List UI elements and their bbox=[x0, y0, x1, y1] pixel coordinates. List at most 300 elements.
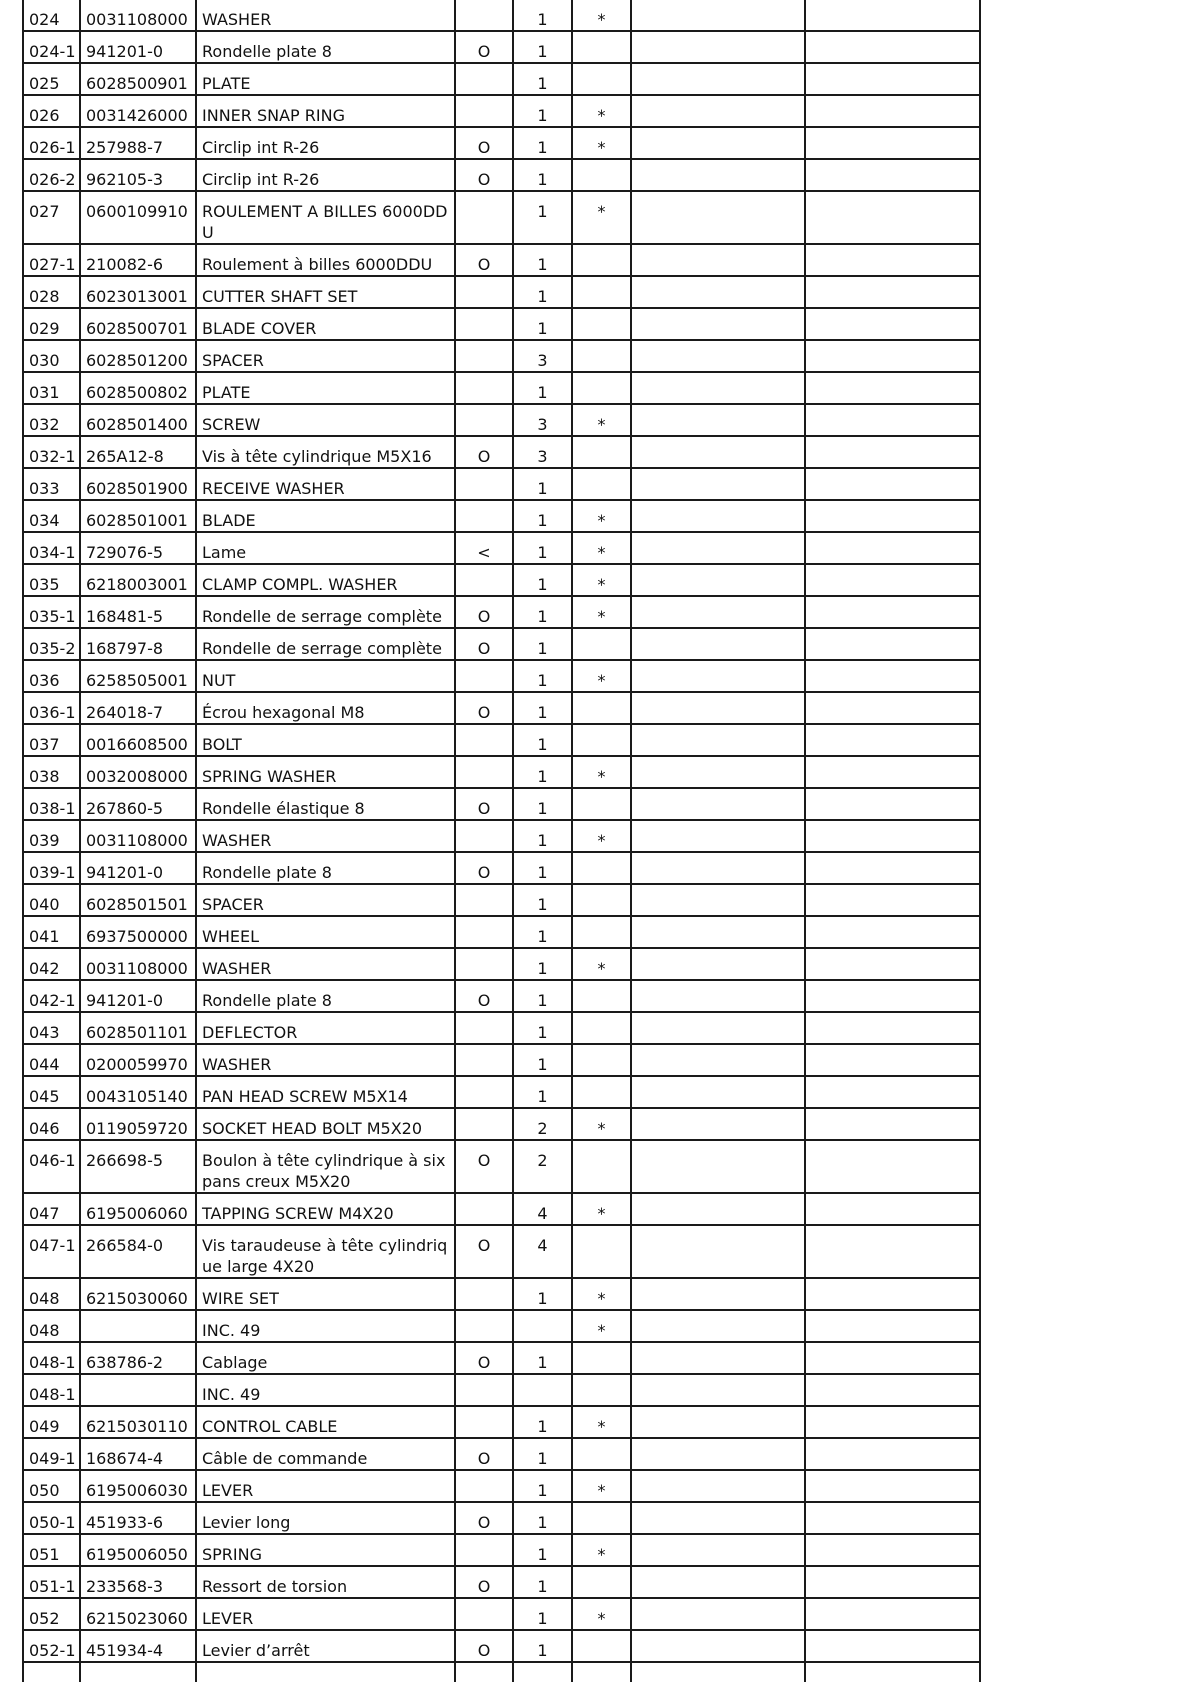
table-row bbox=[23, 788, 980, 820]
item-number-cell: 048 bbox=[23, 1310, 80, 1342]
description-cell: Circlip int R-26 bbox=[196, 159, 455, 191]
blank-cell-a bbox=[631, 1225, 805, 1278]
continuation-cell bbox=[805, 1662, 980, 1682]
quantity-cell: 1 bbox=[513, 159, 572, 191]
blank-cell-a bbox=[631, 532, 805, 564]
description-cell: SPRING bbox=[196, 1534, 455, 1566]
item-number-cell: 035-1 bbox=[23, 596, 80, 628]
blank-cell-a bbox=[631, 820, 805, 852]
blank-cell-b bbox=[805, 1406, 980, 1438]
description-cell: BOLT bbox=[196, 724, 455, 756]
blank-cell-b bbox=[805, 724, 980, 756]
table-row bbox=[23, 63, 980, 95]
note-mark-cell: * bbox=[572, 1534, 631, 1566]
table-row bbox=[23, 1012, 980, 1044]
option-mark-cell bbox=[455, 372, 513, 404]
blank-cell-b bbox=[805, 564, 980, 596]
option-mark-cell bbox=[455, 468, 513, 500]
part-number-cell: 0032008000 bbox=[80, 756, 196, 788]
table-row bbox=[23, 468, 980, 500]
table-row bbox=[23, 1108, 980, 1140]
quantity-cell: 1 bbox=[513, 31, 572, 63]
part-number-cell: 264018-7 bbox=[80, 692, 196, 724]
note-mark-cell: * bbox=[572, 1310, 631, 1342]
option-mark-cell bbox=[455, 0, 513, 31]
item-number-cell: 039-1 bbox=[23, 852, 80, 884]
note-mark-cell: * bbox=[572, 660, 631, 692]
blank-cell-a bbox=[631, 372, 805, 404]
part-number-cell: 0119059720 bbox=[80, 1108, 196, 1140]
item-number-cell: 049-1 bbox=[23, 1438, 80, 1470]
continuation-cell bbox=[513, 1662, 572, 1682]
description-cell: Rondelle plate 8 bbox=[196, 980, 455, 1012]
item-number-cell: 033 bbox=[23, 468, 80, 500]
blank-cell-b bbox=[805, 468, 980, 500]
quantity-cell: 1 bbox=[513, 596, 572, 628]
item-number-cell: 047 bbox=[23, 1193, 80, 1225]
blank-cell-b bbox=[805, 1438, 980, 1470]
note-mark-cell bbox=[572, 980, 631, 1012]
blank-cell-b bbox=[805, 159, 980, 191]
note-mark-cell bbox=[572, 468, 631, 500]
item-number-cell: 039 bbox=[23, 820, 80, 852]
table-row bbox=[23, 159, 980, 191]
part-number-cell: 168797-8 bbox=[80, 628, 196, 660]
item-number-cell: 052-1 bbox=[23, 1630, 80, 1662]
description-cell: INC. 49 bbox=[196, 1310, 455, 1342]
part-number-cell: 729076-5 bbox=[80, 532, 196, 564]
item-number-cell: 044 bbox=[23, 1044, 80, 1076]
item-number-cell: 048-1 bbox=[23, 1374, 80, 1406]
note-mark-cell: * bbox=[572, 127, 631, 159]
table-row bbox=[23, 500, 980, 532]
quantity-cell: 1 bbox=[513, 692, 572, 724]
blank-cell-a bbox=[631, 1108, 805, 1140]
part-number-cell: 0031108000 bbox=[80, 948, 196, 980]
blank-cell-b bbox=[805, 532, 980, 564]
blank-cell-b bbox=[805, 1502, 980, 1534]
blank-cell-a bbox=[631, 1342, 805, 1374]
part-number-cell: 233568-3 bbox=[80, 1566, 196, 1598]
description-cell: TAPPING SCREW M4X20 bbox=[196, 1193, 455, 1225]
quantity-cell: 1 bbox=[513, 372, 572, 404]
table-row bbox=[23, 1310, 980, 1342]
quantity-cell: 1 bbox=[513, 1534, 572, 1566]
description-cell: RECEIVE WASHER bbox=[196, 468, 455, 500]
note-mark-cell bbox=[572, 1044, 631, 1076]
table-row bbox=[23, 1438, 980, 1470]
blank-cell-b bbox=[805, 63, 980, 95]
item-number-cell: 051-1 bbox=[23, 1566, 80, 1598]
blank-cell-a bbox=[631, 692, 805, 724]
item-number-cell: 042-1 bbox=[23, 980, 80, 1012]
blank-cell-a bbox=[631, 1470, 805, 1502]
quantity-cell: 1 bbox=[513, 468, 572, 500]
blank-cell-a bbox=[631, 63, 805, 95]
blank-cell-a bbox=[631, 1534, 805, 1566]
blank-cell-b bbox=[805, 31, 980, 63]
blank-cell-b bbox=[805, 191, 980, 244]
part-number-cell: 0031426000 bbox=[80, 95, 196, 127]
note-mark-cell: * bbox=[572, 404, 631, 436]
description-cell: Levier d’arrêt bbox=[196, 1630, 455, 1662]
note-mark-cell: * bbox=[572, 596, 631, 628]
option-mark-cell bbox=[455, 500, 513, 532]
option-mark-cell bbox=[455, 1012, 513, 1044]
quantity-cell bbox=[513, 1374, 572, 1406]
table-row bbox=[23, 1598, 980, 1630]
blank-cell-a bbox=[631, 276, 805, 308]
note-mark-cell bbox=[572, 1140, 631, 1193]
blank-cell-a bbox=[631, 980, 805, 1012]
blank-cell-b bbox=[805, 756, 980, 788]
table-row bbox=[23, 1044, 980, 1076]
blank-cell-b bbox=[805, 0, 980, 31]
part-number-cell: 0200059970 bbox=[80, 1044, 196, 1076]
blank-cell-a bbox=[631, 1310, 805, 1342]
item-number-cell: 052 bbox=[23, 1598, 80, 1630]
table-row bbox=[23, 1406, 980, 1438]
part-number-cell: 168481-5 bbox=[80, 596, 196, 628]
note-mark-cell: * bbox=[572, 948, 631, 980]
option-mark-cell bbox=[455, 724, 513, 756]
description-cell: PAN HEAD SCREW M5X14 bbox=[196, 1076, 455, 1108]
quantity-cell: 1 bbox=[513, 1470, 572, 1502]
note-mark-cell bbox=[572, 916, 631, 948]
part-number-cell: 0043105140 bbox=[80, 1076, 196, 1108]
blank-cell-a bbox=[631, 596, 805, 628]
description-cell: Rondelle de serrage complète bbox=[196, 628, 455, 660]
description-cell: CONTROL CABLE bbox=[196, 1406, 455, 1438]
quantity-cell: 1 bbox=[513, 884, 572, 916]
table-row-continuation bbox=[23, 1662, 980, 1682]
blank-cell-a bbox=[631, 916, 805, 948]
note-mark-cell: * bbox=[572, 1108, 631, 1140]
item-number-cell: 050 bbox=[23, 1470, 80, 1502]
part-number-cell: 210082-6 bbox=[80, 244, 196, 276]
item-number-cell: 051 bbox=[23, 1534, 80, 1566]
blank-cell-a bbox=[631, 308, 805, 340]
item-number-cell: 036-1 bbox=[23, 692, 80, 724]
item-number-cell: 038 bbox=[23, 756, 80, 788]
option-mark-cell bbox=[455, 884, 513, 916]
item-number-cell: 025 bbox=[23, 63, 80, 95]
continuation-cell bbox=[631, 1662, 805, 1682]
blank-cell-b bbox=[805, 1534, 980, 1566]
item-number-cell: 035-2 bbox=[23, 628, 80, 660]
blank-cell-b bbox=[805, 95, 980, 127]
blank-cell-b bbox=[805, 276, 980, 308]
blank-cell-b bbox=[805, 660, 980, 692]
blank-cell-b bbox=[805, 1140, 980, 1193]
item-number-cell: 030 bbox=[23, 340, 80, 372]
table-row bbox=[23, 756, 980, 788]
item-number-cell: 041 bbox=[23, 916, 80, 948]
quantity-cell: 1 bbox=[513, 244, 572, 276]
option-mark-cell bbox=[455, 276, 513, 308]
note-mark-cell bbox=[572, 436, 631, 468]
part-number-cell: 6023013001 bbox=[80, 276, 196, 308]
quantity-cell: 3 bbox=[513, 404, 572, 436]
blank-cell-b bbox=[805, 820, 980, 852]
part-number-cell: 6028501501 bbox=[80, 884, 196, 916]
description-cell: SCREW bbox=[196, 404, 455, 436]
note-mark-cell: * bbox=[572, 532, 631, 564]
item-number-cell: 048 bbox=[23, 1278, 80, 1310]
option-mark-cell bbox=[455, 820, 513, 852]
option-mark-cell bbox=[455, 1534, 513, 1566]
quantity-cell: 1 bbox=[513, 1406, 572, 1438]
note-mark-cell bbox=[572, 692, 631, 724]
blank-cell-a bbox=[631, 1044, 805, 1076]
part-number-cell: 0016608500 bbox=[80, 724, 196, 756]
description-cell: LEVER bbox=[196, 1598, 455, 1630]
description-cell: NUT bbox=[196, 660, 455, 692]
option-mark-cell bbox=[455, 660, 513, 692]
blank-cell-b bbox=[805, 628, 980, 660]
quantity-cell: 1 bbox=[513, 852, 572, 884]
table-row bbox=[23, 95, 980, 127]
quantity-cell: 1 bbox=[513, 1076, 572, 1108]
quantity-cell: 1 bbox=[513, 0, 572, 31]
blank-cell-a bbox=[631, 0, 805, 31]
table-row bbox=[23, 724, 980, 756]
option-mark-cell: O bbox=[455, 1342, 513, 1374]
note-mark-cell bbox=[572, 276, 631, 308]
description-cell: ROULEMENT A BILLES 6000DDU bbox=[196, 191, 455, 244]
option-mark-cell: O bbox=[455, 1502, 513, 1534]
blank-cell-a bbox=[631, 756, 805, 788]
part-number-cell: 266698-5 bbox=[80, 1140, 196, 1193]
blank-cell-b bbox=[805, 1598, 980, 1630]
description-cell: WASHER bbox=[196, 0, 455, 31]
table-row bbox=[23, 1374, 980, 1406]
note-mark-cell bbox=[572, 1225, 631, 1278]
blank-cell-b bbox=[805, 692, 980, 724]
continuation-cell bbox=[23, 1662, 80, 1682]
description-cell: Rondelle de serrage complète bbox=[196, 596, 455, 628]
blank-cell-a bbox=[631, 1076, 805, 1108]
table-row bbox=[23, 1140, 980, 1193]
option-mark-cell: O bbox=[455, 1140, 513, 1193]
part-number-cell bbox=[80, 1310, 196, 1342]
description-cell: WASHER bbox=[196, 820, 455, 852]
note-mark-cell bbox=[572, 1502, 631, 1534]
quantity-cell: 2 bbox=[513, 1140, 572, 1193]
quantity-cell: 1 bbox=[513, 1012, 572, 1044]
option-mark-cell bbox=[455, 916, 513, 948]
note-mark-cell: * bbox=[572, 1406, 631, 1438]
item-number-cell: 032 bbox=[23, 404, 80, 436]
blank-cell-a bbox=[631, 340, 805, 372]
table-row bbox=[23, 1534, 980, 1566]
parts-table bbox=[22, 0, 981, 1682]
description-cell: Câble de commande bbox=[196, 1438, 455, 1470]
note-mark-cell: * bbox=[572, 191, 631, 244]
table-row bbox=[23, 404, 980, 436]
note-mark-cell bbox=[572, 340, 631, 372]
item-number-cell: 026-2 bbox=[23, 159, 80, 191]
description-cell: WHEEL bbox=[196, 916, 455, 948]
quantity-cell: 1 bbox=[513, 788, 572, 820]
note-mark-cell bbox=[572, 628, 631, 660]
option-mark-cell bbox=[455, 1076, 513, 1108]
note-mark-cell bbox=[572, 159, 631, 191]
note-mark-cell bbox=[572, 1374, 631, 1406]
blank-cell-b bbox=[805, 1310, 980, 1342]
blank-cell-a bbox=[631, 948, 805, 980]
table-row bbox=[23, 948, 980, 980]
blank-cell-a bbox=[631, 1012, 805, 1044]
part-number-cell: 6215030060 bbox=[80, 1278, 196, 1310]
description-cell: SPRING WASHER bbox=[196, 756, 455, 788]
table-row bbox=[23, 596, 980, 628]
option-mark-cell bbox=[455, 948, 513, 980]
part-number-cell: 6028500901 bbox=[80, 63, 196, 95]
blank-cell-a bbox=[631, 1438, 805, 1470]
table-row bbox=[23, 0, 980, 31]
blank-cell-b bbox=[805, 948, 980, 980]
part-number-cell: 451934-4 bbox=[80, 1630, 196, 1662]
item-number-cell: 034-1 bbox=[23, 532, 80, 564]
description-cell: DEFLECTOR bbox=[196, 1012, 455, 1044]
option-mark-cell: O bbox=[455, 1225, 513, 1278]
part-number-cell: 0031108000 bbox=[80, 0, 196, 31]
blank-cell-b bbox=[805, 127, 980, 159]
blank-cell-a bbox=[631, 1278, 805, 1310]
item-number-cell: 027 bbox=[23, 191, 80, 244]
blank-cell-a bbox=[631, 1502, 805, 1534]
note-mark-cell: * bbox=[572, 1278, 631, 1310]
part-number-cell: 6258505001 bbox=[80, 660, 196, 692]
blank-cell-b bbox=[805, 1470, 980, 1502]
item-number-cell: 035 bbox=[23, 564, 80, 596]
item-number-cell: 040 bbox=[23, 884, 80, 916]
quantity-cell: 1 bbox=[513, 756, 572, 788]
table-row bbox=[23, 1502, 980, 1534]
part-number-cell: 6218003001 bbox=[80, 564, 196, 596]
option-mark-cell: O bbox=[455, 628, 513, 660]
quantity-cell: 1 bbox=[513, 127, 572, 159]
note-mark-cell: * bbox=[572, 564, 631, 596]
option-mark-cell: O bbox=[455, 1630, 513, 1662]
description-cell: Boulon à tête cylindrique à six pans creux M5X20 bbox=[196, 1140, 455, 1193]
table-row bbox=[23, 980, 980, 1012]
option-mark-cell bbox=[455, 1193, 513, 1225]
item-number-cell: 043 bbox=[23, 1012, 80, 1044]
option-mark-cell: O bbox=[455, 1438, 513, 1470]
blank-cell-a bbox=[631, 1406, 805, 1438]
option-mark-cell: O bbox=[455, 159, 513, 191]
option-mark-cell: < bbox=[455, 532, 513, 564]
blank-cell-b bbox=[805, 1278, 980, 1310]
quantity-cell: 1 bbox=[513, 308, 572, 340]
quantity-cell: 1 bbox=[513, 1278, 572, 1310]
note-mark-cell: * bbox=[572, 0, 631, 31]
description-cell: Ressort de torsion bbox=[196, 1566, 455, 1598]
note-mark-cell bbox=[572, 372, 631, 404]
table-row bbox=[23, 436, 980, 468]
continuation-cell bbox=[196, 1662, 455, 1682]
description-cell: BLADE bbox=[196, 500, 455, 532]
blank-cell-b bbox=[805, 1193, 980, 1225]
blank-cell-a bbox=[631, 159, 805, 191]
note-mark-cell bbox=[572, 244, 631, 276]
description-cell: SPACER bbox=[196, 884, 455, 916]
blank-cell-b bbox=[805, 340, 980, 372]
note-mark-cell bbox=[572, 852, 631, 884]
option-mark-cell bbox=[455, 1044, 513, 1076]
description-cell: Rondelle plate 8 bbox=[196, 852, 455, 884]
blank-cell-a bbox=[631, 564, 805, 596]
quantity-cell: 1 bbox=[513, 724, 572, 756]
description-cell: Écrou hexagonal M8 bbox=[196, 692, 455, 724]
blank-cell-b bbox=[805, 308, 980, 340]
description-cell: PLATE bbox=[196, 63, 455, 95]
quantity-cell: 1 bbox=[513, 820, 572, 852]
blank-cell-b bbox=[805, 884, 980, 916]
table-row bbox=[23, 1193, 980, 1225]
item-number-cell: 032-1 bbox=[23, 436, 80, 468]
parts-table-body bbox=[23, 0, 980, 1682]
option-mark-cell bbox=[455, 308, 513, 340]
quantity-cell: 1 bbox=[513, 500, 572, 532]
description-cell: Lame bbox=[196, 532, 455, 564]
table-row bbox=[23, 1076, 980, 1108]
blank-cell-b bbox=[805, 244, 980, 276]
description-cell: INC. 49 bbox=[196, 1374, 455, 1406]
blank-cell-a bbox=[631, 95, 805, 127]
option-mark-cell bbox=[455, 1108, 513, 1140]
note-mark-cell bbox=[572, 1076, 631, 1108]
blank-cell-a bbox=[631, 1193, 805, 1225]
note-mark-cell bbox=[572, 1342, 631, 1374]
table-row bbox=[23, 372, 980, 404]
part-number-cell: 265A12-8 bbox=[80, 436, 196, 468]
table-row bbox=[23, 31, 980, 63]
blank-cell-b bbox=[805, 1630, 980, 1662]
blank-cell-a bbox=[631, 724, 805, 756]
option-mark-cell bbox=[455, 1278, 513, 1310]
description-cell: Roulement à billes 6000DDU bbox=[196, 244, 455, 276]
description-cell: SPACER bbox=[196, 340, 455, 372]
description-cell: WASHER bbox=[196, 1044, 455, 1076]
item-number-cell: 037 bbox=[23, 724, 80, 756]
part-number-cell: 6028500701 bbox=[80, 308, 196, 340]
note-mark-cell bbox=[572, 1566, 631, 1598]
option-mark-cell bbox=[455, 95, 513, 127]
blank-cell-b bbox=[805, 852, 980, 884]
part-number-cell: 6195006030 bbox=[80, 1470, 196, 1502]
part-number-cell: 168674-4 bbox=[80, 1438, 196, 1470]
item-number-cell: 028 bbox=[23, 276, 80, 308]
item-number-cell: 047-1 bbox=[23, 1225, 80, 1278]
part-number-cell: 267860-5 bbox=[80, 788, 196, 820]
blank-cell-b bbox=[805, 1108, 980, 1140]
item-number-cell: 038-1 bbox=[23, 788, 80, 820]
quantity-cell: 1 bbox=[513, 564, 572, 596]
note-mark-cell: * bbox=[572, 820, 631, 852]
part-number-cell: 941201-0 bbox=[80, 980, 196, 1012]
table-row bbox=[23, 191, 980, 244]
part-number-cell: 6028501101 bbox=[80, 1012, 196, 1044]
item-number-cell: 027-1 bbox=[23, 244, 80, 276]
continuation-cell bbox=[455, 1662, 513, 1682]
blank-cell-a bbox=[631, 1566, 805, 1598]
quantity-cell: 2 bbox=[513, 1108, 572, 1140]
blank-cell-a bbox=[631, 660, 805, 692]
item-number-cell: 026-1 bbox=[23, 127, 80, 159]
